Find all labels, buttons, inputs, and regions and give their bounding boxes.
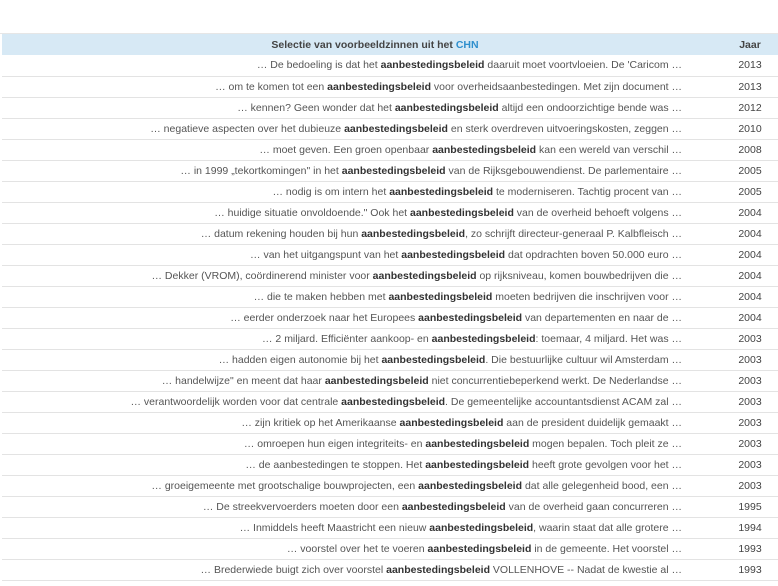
year-cell: 2003 <box>722 433 778 454</box>
table-row <box>2 97 778 118</box>
table-row <box>2 307 778 328</box>
year-cell: 2004 <box>722 223 778 244</box>
keyword-highlight: aanbestedingsbeleid <box>386 563 490 576</box>
sentence-before-text: … moet geven. Een groen openbaar <box>259 143 433 156</box>
year-cell: 2003 <box>722 328 778 349</box>
example-sentence <box>2 454 722 475</box>
year-cell: 2004 <box>722 265 778 286</box>
year-cell: 2008 <box>722 139 778 160</box>
year-column-header: Jaar <box>722 34 778 55</box>
sentence-column-header <box>2 34 722 55</box>
sentence-before-text: … Brederwiede buigt zich over voorstel <box>200 563 387 576</box>
keyword-highlight: aanbestedingsbeleid <box>431 332 536 345</box>
sentence-after-text: en sterk overdreven uitvoeringskosten, zeggen … <box>447 122 682 135</box>
sentence-before-text: … nodig is om intern het <box>272 185 390 198</box>
example-sentence <box>2 391 722 412</box>
sentence-before-text: … huidige situatie onvoldoende." Ook het <box>214 206 410 219</box>
sentence-after-text: van de Rijksgebouwendienst. De parlementaire … <box>445 164 682 177</box>
example-sentence <box>2 307 722 328</box>
sentence-after-text: niet concurrentiebeperkend werkt. De Nederlandse … <box>428 374 682 387</box>
example-sentence <box>2 286 722 307</box>
example-sentence <box>2 265 722 286</box>
year-cell: 2003 <box>722 370 778 391</box>
table-row <box>2 517 778 538</box>
sentence-after-text: op rijksniveau, komen bouwbedrijven die … <box>476 269 682 282</box>
year-cell: 1995 <box>722 496 778 517</box>
table-row <box>2 433 778 454</box>
year-cell: 1993 <box>722 538 778 559</box>
example-sentence <box>2 538 722 559</box>
example-sentence <box>2 370 722 391</box>
sentence-before-text: … handelwijze" en meent dat haar <box>161 374 325 387</box>
table-row <box>2 454 778 475</box>
table-row <box>2 391 778 412</box>
sentence-before-text: … 2 miljard. Efficiënter aankoop- en <box>262 332 432 345</box>
keyword-highlight: aanbestedingsbeleid <box>327 80 432 93</box>
table-row <box>2 160 778 181</box>
table-row <box>2 475 778 496</box>
year-cell: 1994 <box>722 517 778 538</box>
sentence-before-text: … Inmiddels heeft Maastricht een nieuw <box>239 521 430 534</box>
keyword-highlight: aanbestedingsbeleid <box>394 101 499 114</box>
sentence-before-text: … de aanbestedingen te stoppen. Het <box>245 458 426 471</box>
sentence-after-text: altijd een ondoorzichtige bende was … <box>498 101 682 114</box>
sentence-after-text: daaruit moet voortvloeien. De 'Caricom … <box>484 59 682 72</box>
table-row <box>2 286 778 307</box>
sentence-before-text: … van het uitgangspunt van het <box>250 248 402 261</box>
sentence-before-text: … eerder onderzoek naar het Europees <box>230 311 419 324</box>
example-sentence <box>2 160 722 181</box>
keyword-highlight: aanbestedingsbeleid <box>372 269 477 282</box>
sentence-before-text: … negatieve aspecten over het dubieuze <box>150 122 345 135</box>
sentence-after-text: van departementen en naar de … <box>522 311 682 324</box>
keyword-highlight: aanbestedingsbeleid <box>380 59 485 72</box>
sentence-after-text: heeft grote gevolgen voor het … <box>529 458 682 471</box>
year-cell: 2003 <box>722 475 778 496</box>
keyword-highlight: aanbestedingsbeleid <box>344 122 448 135</box>
example-sentence <box>2 118 722 139</box>
example-sentence <box>2 202 722 223</box>
example-sentences-table <box>2 34 778 581</box>
sentence-before-text: … verantwoordelijk worden voor dat centrale <box>130 395 342 408</box>
sentence-after-text: . De gemeentelijke accountantsdienst ACAM zal … <box>445 395 682 408</box>
year-cell: 2004 <box>722 202 778 223</box>
table-row <box>2 55 778 76</box>
sentence-after-text: : toemaar, 4 miljard. Het was … <box>535 332 682 345</box>
sentence-after-text: dat alle gelegenheid bood, een … <box>522 479 682 492</box>
table-row <box>2 223 778 244</box>
sentence-before-text: … Dekker (VROM), coördinerend minister voor <box>151 269 373 282</box>
year-cell: 2005 <box>722 160 778 181</box>
keyword-highlight: aanbestedingsbeleid <box>324 374 429 387</box>
sentence-before-text: … groeigemeente met grootschalige bouwprojecten, een <box>151 479 419 492</box>
keyword-highlight: aanbestedingsbeleid <box>425 437 530 450</box>
sentence-before-text: … hadden eigen autonomie bij het <box>218 353 382 366</box>
sentence-after-text: , waarin staat dat alle grotere … <box>533 521 682 534</box>
sentence-after-text: , zo schrijft directeur-generaal P. Kalbfleisch … <box>465 227 682 240</box>
keyword-highlight: aanbestedingsbeleid <box>389 185 494 198</box>
table-row <box>2 559 778 580</box>
year-cell: 1993 <box>722 559 778 580</box>
example-sentence <box>2 244 722 265</box>
keyword-highlight: aanbestedingsbeleid <box>341 395 446 408</box>
top-spacer <box>0 0 778 34</box>
keyword-highlight: aanbestedingsbeleid <box>381 353 486 366</box>
keyword-highlight: aanbestedingsbeleid <box>418 479 523 492</box>
table-row <box>2 349 778 370</box>
example-sentence <box>2 433 722 454</box>
keyword-highlight: aanbestedingsbeleid <box>399 416 504 429</box>
example-sentence <box>2 223 722 244</box>
example-sentence <box>2 496 722 517</box>
example-sentence <box>2 328 722 349</box>
example-sentence <box>2 412 722 433</box>
table-row <box>2 181 778 202</box>
table-row <box>2 76 778 97</box>
sentence-before-text: … om te komen tot een <box>215 80 328 93</box>
chn-source-link[interactable]: CHN <box>455 38 479 51</box>
table-row <box>2 496 778 517</box>
keyword-highlight: aanbestedingsbeleid <box>432 143 537 156</box>
sentence-before-text: … zijn kritiek op het Amerikaanse <box>241 416 400 429</box>
sentence-before-text: … De streekvervoerders moeten door een <box>202 500 402 513</box>
year-cell: 2003 <box>722 454 778 475</box>
table-row <box>2 202 778 223</box>
keyword-highlight: aanbestedingsbeleid <box>427 542 532 555</box>
sentence-before-text: … De bedoeling is dat het <box>256 59 381 72</box>
example-sentence <box>2 139 722 160</box>
year-cell: 2004 <box>722 286 778 307</box>
year-cell: 2005 <box>722 181 778 202</box>
sentence-before-text: … die te maken hebben met <box>253 290 389 303</box>
year-cell: 2003 <box>722 412 778 433</box>
example-sentence <box>2 559 722 580</box>
table-row <box>2 328 778 349</box>
keyword-highlight: aanbestedingsbeleid <box>410 206 514 219</box>
year-cell: 2013 <box>722 76 778 97</box>
table-row <box>2 412 778 433</box>
example-sentence <box>2 517 722 538</box>
sentence-after-text: kan een wereld van verschil … <box>536 143 682 156</box>
keyword-highlight: aanbestedingsbeleid <box>401 500 506 513</box>
table-header-row <box>2 34 778 55</box>
year-cell: 2003 <box>722 391 778 412</box>
example-sentence <box>2 181 722 202</box>
sentence-after-text: VOLLENHOVE -- Nadat de kwestie al … <box>490 563 682 576</box>
sentence-after-text: voor overheidsaanbestedingen. Met zijn document … <box>431 80 682 93</box>
example-sentence <box>2 349 722 370</box>
keyword-highlight: aanbestedingsbeleid <box>425 458 530 471</box>
sentence-before-text: … omroepen hun eigen integriteits- en <box>243 437 426 450</box>
year-cell: 2012 <box>722 97 778 118</box>
table-row <box>2 370 778 391</box>
example-sentence <box>2 97 722 118</box>
year-cell: 2004 <box>722 307 778 328</box>
year-cell: 2003 <box>722 349 778 370</box>
sentence-after-text: te moderniseren. Tachtig procent van … <box>493 185 682 198</box>
keyword-highlight: aanbestedingsbeleid <box>388 290 493 303</box>
keyword-highlight: aanbestedingsbeleid <box>361 227 466 240</box>
example-sentence <box>2 76 722 97</box>
example-rows <box>2 55 778 580</box>
table-row <box>2 538 778 559</box>
sentence-after-text: in de gemeente. Het voorstel … <box>531 542 682 555</box>
table-row <box>2 265 778 286</box>
sentence-after-text: van de overheid gaan concurreren … <box>505 500 682 513</box>
keyword-highlight: aanbestedingsbeleid <box>401 248 506 261</box>
sentence-after-text: . Die bestuurlijke cultuur wil Amsterdam … <box>485 353 682 366</box>
sentence-after-text: moeten bedrijven die inschrijven voor … <box>492 290 682 303</box>
example-sentence <box>2 55 722 76</box>
table-row <box>2 118 778 139</box>
year-cell: 2010 <box>722 118 778 139</box>
example-sentence <box>2 475 722 496</box>
table-row <box>2 244 778 265</box>
year-cell: 2004 <box>722 244 778 265</box>
keyword-highlight: aanbestedingsbeleid <box>429 521 534 534</box>
table-row <box>2 139 778 160</box>
sentence-before-text: … kennen? Geen wonder dat het <box>237 101 395 114</box>
sentence-after-text: aan de president duidelijk gemaakt … <box>503 416 682 429</box>
year-cell: 2013 <box>722 55 778 76</box>
sentence-header-label: Selectie van voorbeeldzinnen uit het <box>271 38 453 51</box>
keyword-highlight: aanbestedingsbeleid <box>341 164 446 177</box>
sentence-before-text: … voorstel over het te voeren <box>286 542 428 555</box>
sentence-after-text: mogen bepalen. Toch pleit ze … <box>529 437 682 450</box>
sentence-after-text: dat opdrachten boven 50.000 euro … <box>505 248 682 261</box>
sentence-before-text: … in 1999 „tekortkomingen" in het <box>180 164 342 177</box>
sentence-after-text: van de overheid behoeft volgens … <box>513 206 682 219</box>
sentence-before-text: … datum rekening houden bij hun <box>200 227 362 240</box>
keyword-highlight: aanbestedingsbeleid <box>418 311 523 324</box>
